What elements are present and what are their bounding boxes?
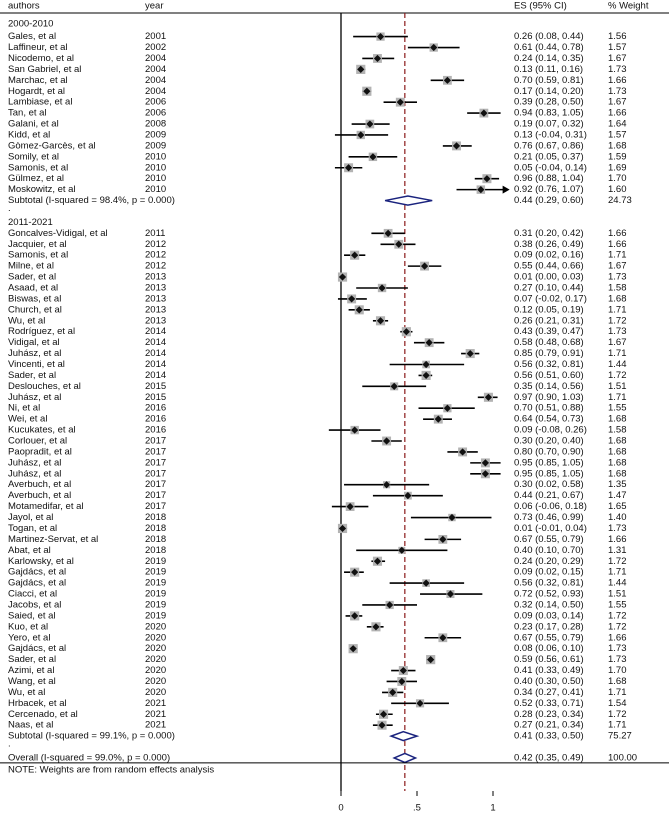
study-author: Gòmez-Garcès, et al xyxy=(8,140,96,152)
study-es-ci: 0.27 (0.21, 0.34) xyxy=(514,719,584,731)
study-author: Abat, et al xyxy=(8,544,51,556)
subtotal-diamond xyxy=(385,196,432,205)
study-weight: 1.71 xyxy=(608,348,627,360)
study-year: 2010 xyxy=(145,162,167,174)
study-author: Samonis, et al xyxy=(8,249,69,261)
study-weight: 1.67 xyxy=(608,52,627,64)
study-author: Rodríguez, et al xyxy=(8,326,76,338)
study-author: Moskowitz, et al xyxy=(8,184,76,196)
subtotal-weight: 75.27 xyxy=(608,730,632,742)
study-author: Jacobs, et al xyxy=(8,599,62,611)
study-year: 2004 xyxy=(145,52,167,64)
study-author: Azimi, et al xyxy=(8,665,55,677)
spacer-dot: . xyxy=(8,738,11,750)
note-text: NOTE: Weights are from random effects analysis xyxy=(8,764,215,776)
study-year: 2017 xyxy=(145,479,167,491)
study-es-ci: 0.19 (0.07, 0.32) xyxy=(514,118,584,130)
study-year: 2014 xyxy=(145,326,167,338)
study-es-ci: 0.09 (0.02, 0.15) xyxy=(514,566,584,578)
study-weight: 1.68 xyxy=(608,435,627,447)
study-es-ci: 0.56 (0.51, 0.60) xyxy=(514,369,584,381)
study-author: Lambiase, et al xyxy=(8,96,73,108)
study-weight: 1.68 xyxy=(608,675,627,687)
subtotal-weight: 24.73 xyxy=(608,195,632,207)
study-author: Milne, et al xyxy=(8,260,54,272)
study-author: Juhász, et al xyxy=(8,457,62,469)
study-author: Gajdács, et al xyxy=(8,566,67,578)
study-year: 2004 xyxy=(145,74,167,86)
study-weight: 1.35 xyxy=(608,479,627,491)
study-es-ci: 0.94 (0.83, 1.05) xyxy=(514,107,584,119)
study-es-ci: 0.76 (0.67, 0.86) xyxy=(514,140,584,152)
study-es-ci: 0.64 (0.54, 0.73) xyxy=(514,413,584,425)
study-weight: 1.66 xyxy=(608,227,627,239)
study-year: 2002 xyxy=(145,42,167,54)
study-weight: 1.57 xyxy=(608,129,627,141)
study-weight: 1.67 xyxy=(608,96,627,108)
study-weight: 1.71 xyxy=(608,249,627,261)
study-year: 2013 xyxy=(145,293,167,305)
study-es-ci: 0.58 (0.48, 0.68) xyxy=(514,337,584,349)
x-tick-label: 1 xyxy=(490,802,496,814)
study-author: Motamedifar, et al xyxy=(8,501,84,513)
study-es-ci: 0.38 (0.26, 0.49) xyxy=(514,238,584,250)
study-author: Deslouches, et al xyxy=(8,380,81,392)
study-weight: 1.72 xyxy=(608,610,627,622)
subtotal-es-ci: 0.44 (0.29, 0.60) xyxy=(514,195,584,207)
overall-diamond xyxy=(394,753,415,762)
study-year: 2014 xyxy=(145,359,167,371)
study-es-ci: 0.17 (0.14, 0.20) xyxy=(514,85,584,97)
study-es-ci: 0.26 (0.08, 0.44) xyxy=(514,31,584,43)
study-weight: 1.51 xyxy=(608,588,627,600)
study-weight: 1.51 xyxy=(608,380,627,392)
study-author: Ni, et al xyxy=(8,402,41,414)
study-author: Hogardt, et al xyxy=(8,85,66,97)
group-label: 2000-2010 xyxy=(8,18,54,30)
study-weight: 1.73 xyxy=(608,271,627,283)
study-year: 2004 xyxy=(145,63,167,75)
study-year: 2009 xyxy=(145,140,167,152)
study-year: 2013 xyxy=(145,315,167,327)
study-es-ci: 0.27 (0.10, 0.44) xyxy=(514,282,584,294)
study-year: 2006 xyxy=(145,107,167,119)
study-year: 2021 xyxy=(145,697,167,709)
study-es-ci: 0.09 (0.02, 0.16) xyxy=(514,249,584,261)
study-author: Jacquier, et al xyxy=(8,238,67,250)
study-weight: 1.60 xyxy=(608,184,627,196)
study-author: Averbuch, et al xyxy=(8,479,72,491)
subtotal-label: Subtotal (I-squared = 99.1%, p = 0.000) xyxy=(8,730,175,742)
study-es-ci: 0.06 (-0.06, 0.18) xyxy=(514,501,587,513)
study-author: Juhász, et al xyxy=(8,348,62,360)
study-es-ci: 0.43 (0.39, 0.47) xyxy=(514,326,584,338)
study-year: 2014 xyxy=(145,369,167,381)
study-year: 2019 xyxy=(145,566,167,578)
header-authors: authors xyxy=(8,0,40,12)
study-weight: 1.68 xyxy=(608,413,627,425)
study-year: 2014 xyxy=(145,348,167,360)
study-es-ci: 0.35 (0.14, 0.56) xyxy=(514,380,584,392)
study-weight: 1.69 xyxy=(608,162,627,174)
study-year: 2020 xyxy=(145,675,167,687)
overall-weight: 100.00 xyxy=(608,752,638,764)
study-author: Paopradit, et al xyxy=(8,446,72,458)
study-author: Wang, et al xyxy=(8,675,56,687)
study-weight: 1.73 xyxy=(608,63,627,75)
study-weight: 1.40 xyxy=(608,512,627,524)
subtotal-es-ci: 0.41 (0.33, 0.50) xyxy=(514,730,584,742)
study-weight: 1.54 xyxy=(608,697,627,709)
study-es-ci: 0.72 (0.52, 0.93) xyxy=(514,588,584,600)
study-es-ci: 0.97 (0.90, 1.03) xyxy=(514,391,584,403)
x-tick-label: .5 xyxy=(413,802,421,814)
study-year: 2008 xyxy=(145,118,167,130)
study-weight: 1.66 xyxy=(608,74,627,86)
study-es-ci: 0.52 (0.33, 0.71) xyxy=(514,697,584,709)
study-es-ci: 0.07 (-0.02, 0.17) xyxy=(514,293,587,305)
subtotal-diamond xyxy=(391,732,417,741)
study-es-ci: 0.12 (0.05, 0.19) xyxy=(514,304,584,316)
study-weight: 1.72 xyxy=(608,555,627,567)
study-year: 2020 xyxy=(145,654,167,666)
study-es-ci: 0.40 (0.10, 0.70) xyxy=(514,544,584,556)
study-year: 2014 xyxy=(145,337,167,349)
study-author: Goncalves-Vidigal, et al xyxy=(8,227,108,239)
study-weight: 1.71 xyxy=(608,566,627,578)
study-es-ci: 0.95 (0.85, 1.05) xyxy=(514,457,584,469)
study-es-ci: 0.26 (0.21, 0.31) xyxy=(514,315,584,327)
study-es-ci: 0.96 (0.88, 1.04) xyxy=(514,173,584,185)
study-weight: 1.73 xyxy=(608,654,627,666)
study-author: Vidigal, et al xyxy=(8,337,60,349)
study-year: 2009 xyxy=(145,129,167,141)
study-es-ci: 0.21 (0.05, 0.37) xyxy=(514,151,584,163)
study-author: Gajdács, et al xyxy=(8,577,67,589)
study-year: 2017 xyxy=(145,446,167,458)
ci-arrow xyxy=(503,186,510,194)
study-weight: 1.57 xyxy=(608,42,627,54)
x-tick-label: 0 xyxy=(338,802,344,814)
study-author: Naas, et al xyxy=(8,719,54,731)
study-weight: 1.67 xyxy=(608,337,627,349)
study-es-ci: 0.24 (0.20, 0.29) xyxy=(514,555,584,567)
study-author: Kidd, et al xyxy=(8,129,51,141)
study-author: Laffineur, et al xyxy=(8,42,68,54)
study-es-ci: 0.34 (0.27, 0.41) xyxy=(514,686,584,698)
study-year: 2010 xyxy=(145,151,167,163)
study-year: 2020 xyxy=(145,686,167,698)
study-weight: 1.72 xyxy=(608,621,627,633)
study-es-ci: 0.40 (0.30, 0.50) xyxy=(514,675,584,687)
study-year: 2020 xyxy=(145,665,167,677)
study-weight: 1.71 xyxy=(608,719,627,731)
study-weight: 1.73 xyxy=(608,85,627,97)
study-author: Church, et al xyxy=(8,304,62,316)
study-weight: 1.55 xyxy=(608,599,627,611)
study-es-ci: 0.61 (0.44, 0.78) xyxy=(514,42,584,54)
study-author: Sader, et al xyxy=(8,654,57,666)
study-weight: 1.71 xyxy=(608,304,627,316)
study-weight: 1.67 xyxy=(608,260,627,272)
study-year: 2019 xyxy=(145,599,167,611)
study-year: 2018 xyxy=(145,512,167,524)
study-es-ci: 0.70 (0.59, 0.81) xyxy=(514,74,584,86)
study-es-ci: 0.32 (0.14, 0.50) xyxy=(514,599,584,611)
study-weight: 1.68 xyxy=(608,293,627,305)
study-weight: 1.65 xyxy=(608,501,627,513)
study-year: 2017 xyxy=(145,468,167,480)
study-year: 2021 xyxy=(145,719,167,731)
study-es-ci: 0.13 (-0.04, 0.31) xyxy=(514,129,587,141)
study-author: Biswas, et al xyxy=(8,293,62,305)
group-label: 2011-2021 xyxy=(8,216,53,228)
study-es-ci: 0.23 (0.17, 0.28) xyxy=(514,621,584,633)
study-weight: 1.68 xyxy=(608,457,627,469)
study-author: Wu, et al xyxy=(8,686,46,698)
study-author: Gajdács, et al xyxy=(8,643,67,655)
study-es-ci: 0.09 (-0.08, 0.26) xyxy=(514,424,587,436)
study-author: Asaad, et al xyxy=(8,282,59,294)
overall-label: Overall (I-squared = 99.0%, p = 0.000) xyxy=(8,752,171,764)
study-year: 2018 xyxy=(145,522,167,534)
study-author: Gülmez, et al xyxy=(8,173,64,185)
study-es-ci: 0.67 (0.55, 0.79) xyxy=(514,533,584,545)
study-year: 2006 xyxy=(145,96,167,108)
study-year: 2020 xyxy=(145,632,167,644)
study-weight: 1.44 xyxy=(608,359,627,371)
study-author: Togan, et al xyxy=(8,522,58,534)
study-weight: 1.66 xyxy=(608,632,627,644)
study-weight: 1.70 xyxy=(608,173,627,185)
study-weight: 1.31 xyxy=(608,544,627,556)
header-year: year xyxy=(145,0,164,12)
study-year: 2018 xyxy=(145,544,167,556)
study-es-ci: 0.08 (0.06, 0.10) xyxy=(514,643,584,655)
study-author: Galani, et al xyxy=(8,118,59,130)
subtotal-label: Subtotal (I-squared = 98.4%, p = 0.000) xyxy=(8,195,175,207)
study-weight: 1.68 xyxy=(608,446,627,458)
study-author: Yero, et al xyxy=(8,632,51,644)
study-es-ci: 0.56 (0.32, 0.81) xyxy=(514,577,584,589)
study-es-ci: 0.55 (0.44, 0.66) xyxy=(514,260,584,272)
study-year: 2013 xyxy=(145,271,167,283)
study-weight: 1.66 xyxy=(608,107,627,119)
study-year: 2011 xyxy=(145,227,166,239)
study-es-ci: 0.80 (0.70, 0.90) xyxy=(514,446,584,458)
study-es-ci: 0.44 (0.21, 0.67) xyxy=(514,490,584,502)
study-author: Nicodemo, et al xyxy=(8,52,75,64)
study-year: 2019 xyxy=(145,610,167,622)
study-weight: 1.58 xyxy=(608,424,627,436)
study-es-ci: 0.95 (0.85, 1.05) xyxy=(514,468,584,480)
header-weight: % Weight xyxy=(608,0,649,12)
study-es-ci: 0.13 (0.11, 0.16) xyxy=(514,63,584,75)
study-author: Kucukates, et al xyxy=(8,424,76,436)
study-es-ci: 0.09 (0.03, 0.14) xyxy=(514,610,584,622)
study-weight: 1.71 xyxy=(608,686,627,698)
study-year: 2020 xyxy=(145,643,167,655)
study-year: 2001 xyxy=(145,31,167,43)
study-es-ci: 0.92 (0.76, 1.07) xyxy=(514,184,584,196)
study-weight: 1.56 xyxy=(608,31,627,43)
study-author: Ciacci, et al xyxy=(8,588,58,600)
study-year: 2019 xyxy=(145,577,167,589)
study-weight: 1.64 xyxy=(608,118,627,130)
study-author: Jayol, et al xyxy=(8,512,54,524)
study-author: Gales, et al xyxy=(8,31,57,43)
study-weight: 1.59 xyxy=(608,151,627,163)
study-author: Somily, et al xyxy=(8,151,60,163)
study-year: 2021 xyxy=(145,708,167,720)
study-author: Hrbacek, et al xyxy=(8,697,67,709)
study-author: Corlouer, et al xyxy=(8,435,68,447)
study-weight: 1.73 xyxy=(608,522,627,534)
study-weight: 1.70 xyxy=(608,665,627,677)
study-weight: 1.73 xyxy=(608,643,627,655)
study-author: Wei, et al xyxy=(8,413,48,425)
study-es-ci: 0.70 (0.51, 0.88) xyxy=(514,402,584,414)
study-year: 2018 xyxy=(145,533,167,545)
study-year: 2015 xyxy=(145,380,167,392)
overall-es-ci: 0.42 (0.35, 0.49) xyxy=(514,752,584,764)
study-author: Kuo, et al xyxy=(8,621,49,633)
study-es-ci: 0.01 (-0.01, 0.04) xyxy=(514,522,587,534)
study-year: 2013 xyxy=(145,282,167,294)
header-es-ci: ES (95% CI) xyxy=(514,0,567,12)
study-weight: 1.68 xyxy=(608,140,627,152)
study-author: Sader, et al xyxy=(8,369,57,381)
study-author: Tan, et al xyxy=(8,107,47,119)
study-weight: 1.68 xyxy=(608,468,627,480)
study-es-ci: 0.30 (0.20, 0.40) xyxy=(514,435,584,447)
study-year: 2017 xyxy=(145,501,167,513)
study-es-ci: 0.73 (0.46, 0.99) xyxy=(514,512,584,524)
study-weight: 1.58 xyxy=(608,282,627,294)
study-year: 2010 xyxy=(145,173,167,185)
study-es-ci: 0.31 (0.20, 0.42) xyxy=(514,227,584,239)
study-es-ci: 0.30 (0.02, 0.58) xyxy=(514,479,584,491)
study-year: 2016 xyxy=(145,402,167,414)
study-weight: 1.47 xyxy=(608,490,627,502)
study-author: Vincenti, et al xyxy=(8,359,65,371)
study-year: 2012 xyxy=(145,260,167,272)
study-es-ci: 0.39 (0.28, 0.50) xyxy=(514,96,584,108)
study-year: 2010 xyxy=(145,184,167,196)
spacer-dot: . xyxy=(8,202,11,214)
study-year: 2020 xyxy=(145,621,167,633)
study-weight: 1.73 xyxy=(608,326,627,338)
study-author: Averbuch, et al xyxy=(8,490,72,502)
study-weight: 1.72 xyxy=(608,369,627,381)
study-es-ci: 0.05 (-0.04, 0.14) xyxy=(514,162,587,174)
study-es-ci: 0.01 (0.00, 0.03) xyxy=(514,271,584,283)
study-year: 2012 xyxy=(145,249,167,261)
study-year: 2012 xyxy=(145,238,167,250)
study-weight: 1.72 xyxy=(608,315,627,327)
study-es-ci: 0.41 (0.33, 0.49) xyxy=(514,665,584,677)
study-year: 2015 xyxy=(145,391,167,403)
study-year: 2017 xyxy=(145,457,167,469)
study-author: San Gabriel, et al xyxy=(8,63,82,75)
study-year: 2019 xyxy=(145,588,167,600)
study-author: Marchac, et al xyxy=(8,74,68,86)
study-author: Sader, et al xyxy=(8,271,57,283)
study-author: Karlowsky, et al xyxy=(8,555,74,567)
study-year: 2013 xyxy=(145,304,167,316)
study-author: Juhász, et al xyxy=(8,468,62,480)
study-weight: 1.66 xyxy=(608,238,627,250)
study-year: 2017 xyxy=(145,435,167,447)
study-weight: 1.44 xyxy=(608,577,627,589)
study-author: Wu, et al xyxy=(8,315,46,327)
study-es-ci: 0.67 (0.55, 0.79) xyxy=(514,632,584,644)
study-es-ci: 0.85 (0.79, 0.91) xyxy=(514,348,584,360)
study-es-ci: 0.28 (0.23, 0.34) xyxy=(514,708,584,720)
study-year: 2016 xyxy=(145,424,167,436)
study-author: Cercenado, et al xyxy=(8,708,78,720)
study-author: Juhász, et al xyxy=(8,391,62,403)
study-year: 2019 xyxy=(145,555,167,567)
study-es-ci: 0.59 (0.56, 0.61) xyxy=(514,654,584,666)
study-author: Martinez-Servat, et al xyxy=(8,533,99,545)
study-weight: 1.72 xyxy=(608,708,627,720)
study-es-ci: 0.24 (0.14, 0.35) xyxy=(514,52,584,64)
study-author: Saied, et al xyxy=(8,610,56,622)
study-weight: 1.66 xyxy=(608,533,627,545)
study-year: 2017 xyxy=(145,490,167,502)
study-es-ci: 0.56 (0.32, 0.81) xyxy=(514,359,584,371)
study-year: 2004 xyxy=(145,85,167,97)
study-author: Samonis, et al xyxy=(8,162,69,174)
study-year: 2016 xyxy=(145,413,167,425)
study-weight: 1.55 xyxy=(608,402,627,414)
study-weight: 1.71 xyxy=(608,391,627,403)
